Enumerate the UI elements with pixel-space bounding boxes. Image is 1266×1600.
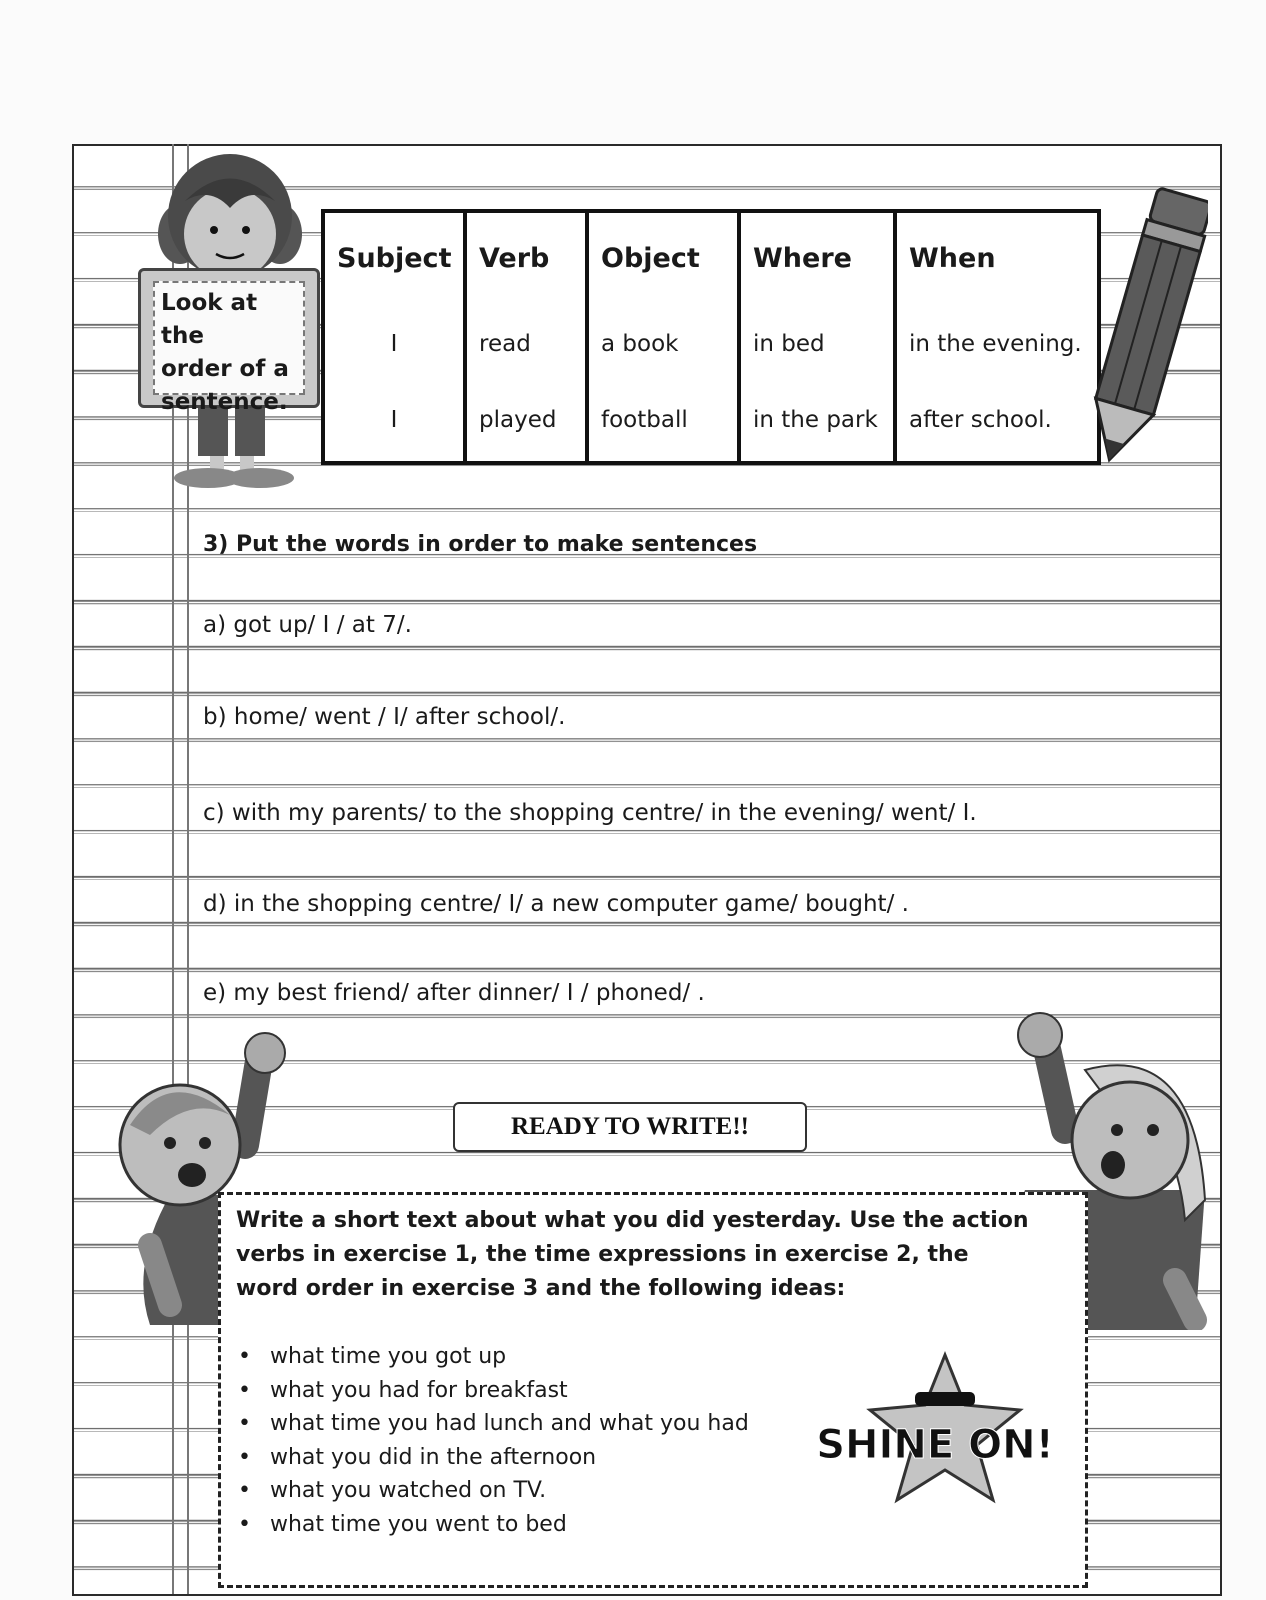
idea-text: what time you had lunch and what you had xyxy=(270,1411,749,1436)
bullet: • xyxy=(238,1377,251,1403)
shine-on-star-logo xyxy=(815,1350,1055,1530)
list-item xyxy=(236,1441,749,1475)
table-cell: I xyxy=(390,407,398,433)
idea-text: what you did in the afternoon xyxy=(270,1444,597,1470)
exercise-item: b) home/ went / I/ after school/. xyxy=(203,704,566,730)
column-header: When xyxy=(909,243,996,274)
table-cell: in the evening. xyxy=(909,331,1082,357)
ideas-list xyxy=(236,1340,749,1541)
bullet: • xyxy=(238,1444,251,1470)
sign-line: order of a xyxy=(161,356,289,382)
table-cell: in bed xyxy=(753,331,825,357)
bullet: • xyxy=(238,1344,251,1369)
idea-text: what you watched on TV. xyxy=(270,1478,547,1503)
column-when xyxy=(897,213,1097,461)
table-cell: a book xyxy=(601,331,679,357)
sign-line: sentence. xyxy=(161,389,288,415)
table-cell: read xyxy=(479,331,531,357)
list-item xyxy=(236,1374,749,1408)
idea-text: what time you got up xyxy=(270,1344,507,1369)
bullet: • xyxy=(238,1478,251,1503)
instruction-sign xyxy=(138,268,320,415)
exercise-item: c) with my parents/ to the shopping centre/ in the evening/ went/ I. xyxy=(203,800,977,826)
table-cell: in the park xyxy=(753,407,878,433)
list-item xyxy=(236,1508,749,1542)
list-item xyxy=(236,1407,749,1441)
idea-text: what you had for breakfast xyxy=(270,1377,568,1403)
column-header: Object xyxy=(601,243,700,274)
sign-line: Look at the xyxy=(161,290,258,349)
column-header: Verb xyxy=(479,243,550,274)
table-cell: after school. xyxy=(909,407,1052,433)
pencil-icon xyxy=(1088,180,1208,470)
idea-text: what time you went to bed xyxy=(270,1511,567,1537)
exercise-title: 3) Put the words in order to make sentences xyxy=(203,532,758,557)
column-object xyxy=(589,213,741,461)
table-cell: played xyxy=(479,407,557,433)
exercise-item: a) got up/ I / at 7/. xyxy=(203,612,412,638)
column-header: Subject xyxy=(337,243,452,274)
table-cell: I xyxy=(390,331,398,357)
list-item xyxy=(236,1474,749,1508)
shine-on-text: SHINE ON! xyxy=(816,1422,1054,1468)
list-item xyxy=(236,1340,749,1374)
table-cell: football xyxy=(601,407,688,433)
column-where xyxy=(741,213,897,461)
exercise-item: e) my best friend/ after dinner/ I / phoned/ . xyxy=(203,980,705,1006)
column-subject xyxy=(325,213,467,461)
writing-instructions: Write a short text about what you did yesterday. Use the action verbs in exercise 1, the time expressions in exercise 2, the word order in exercise 3 and the following ideas: xyxy=(236,1208,1029,1301)
exercise-item: d) in the shopping centre/ I/ a new computer game/ bought/ . xyxy=(203,891,909,917)
bullet: • xyxy=(238,1411,251,1436)
bullet: • xyxy=(238,1511,251,1537)
ready-to-write-label: READY TO WRITE!! xyxy=(453,1102,807,1152)
column-verb xyxy=(467,213,589,461)
column-header: Where xyxy=(753,243,852,274)
sentence-order-table xyxy=(321,209,1101,465)
